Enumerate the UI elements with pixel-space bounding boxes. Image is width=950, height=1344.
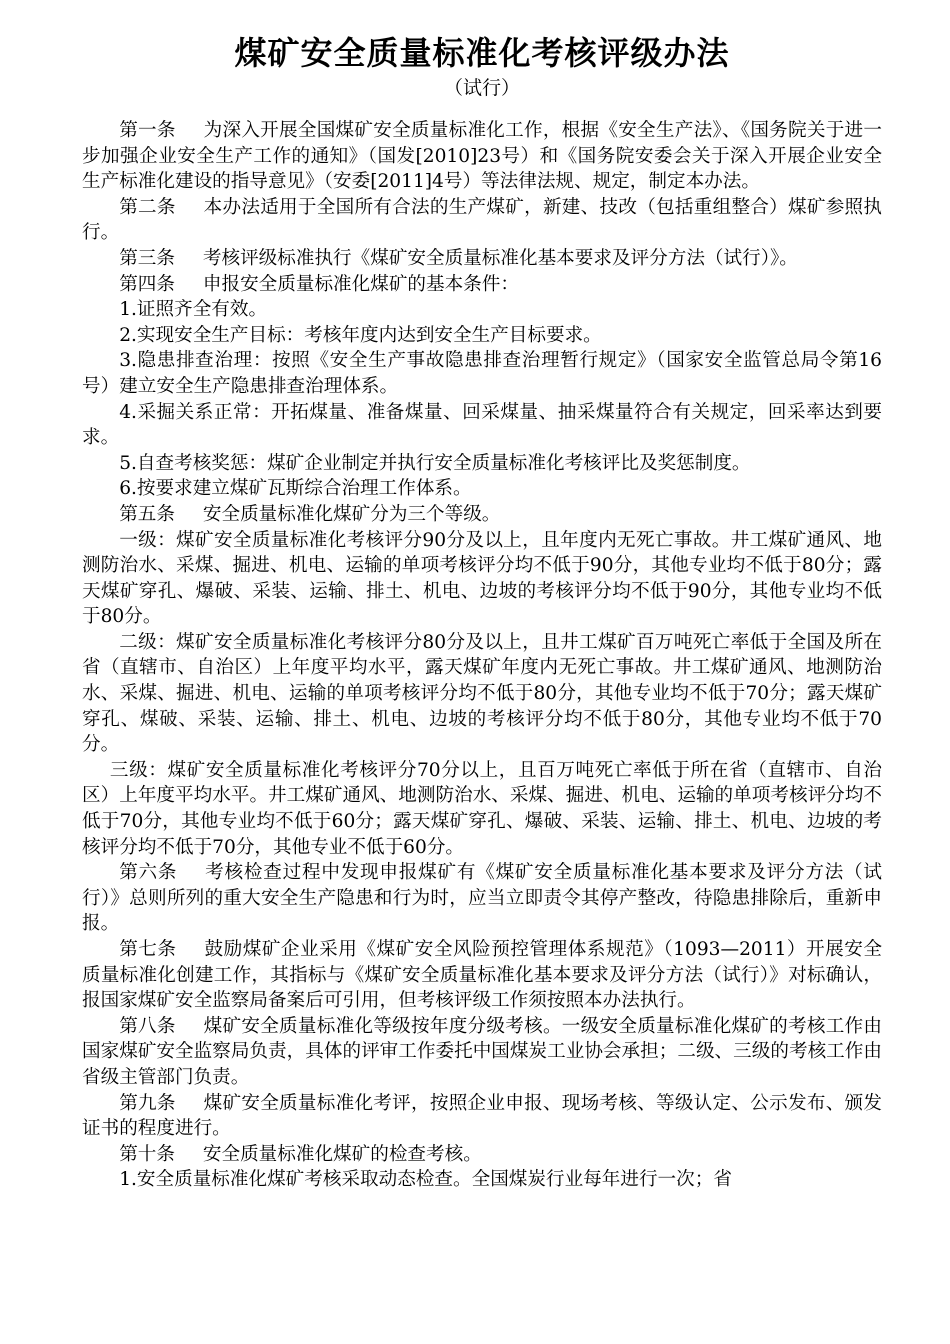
document-title: 煤矿安全质量标准化考核评级办法 — [234, 34, 730, 72]
article-text: 为深入开展全国煤矿安全质量标准化工作，根据《安全生产法》、《国务院关于进一步加强企业安全生产工作的通知》（国发[2010]23号）和《国务院安委会关于深入开展企业安全生产标准化建设的指导意见》（安委[2011]4号）等法律法规、规定，制定本办法。 — [82, 120, 882, 193]
article-text: 鼓励煤矿企业采用《煤矿安全风险预控管理体系规范》（1093—2011）开展安全质量标准化创建工作，其指标与《煤矿安全质量标准化基本要求及评分方法（试行）》对标确认，报国家煤矿安全监察局备案后可引用，但考核评级工作须按照本办法执行。 — [82, 939, 882, 1012]
grade-level-2: 二级：煤矿安全质量标准化考核评分80分及以上，且井工煤矿百万吨死亡率低于全国及所在省（直辖市、自治区）上年度平均水平，露天煤矿年度内无死亡事故。井工煤矿通风、地测防治水、采煤、掘进、机电、运输的单项考核评分均不低于80分，其他专业均不低于70分；露天煤矿穿孔、煤破、采装、运输、排土、机电、边坡的考核评分均不低于80分，其他专业均不低于70分。 — [82, 631, 882, 756]
article-label: 第七条 — [119, 939, 177, 960]
article-label: 第五条 — [119, 503, 175, 525]
grade-level-3: 三级：煤矿安全质量标准化考核评分70分以上，且百万吨死亡率低于所在省（直辖市、自治区）上年度平均水平。井工煤矿通风、地测防治水、采煤、掘进、机电、运输的单项考核评分均不低于70分，其他专业均不低于60分；露天煤矿穿孔、爆破、采装、运输、排土、机电、边坡的考核评分均不低于70分，其他专业不低于60分。 — [82, 759, 882, 858]
article-label: 第四条 — [119, 273, 175, 295]
list-item: 1.证照齐全有效。 — [119, 299, 268, 321]
article-text: 申报安全质量标准化煤矿的基本条件： — [202, 273, 519, 295]
article-1 — [82, 118, 882, 195]
article-text: 考核评级标准执行《煤矿安全质量标准化基本要求及评分方法（试行）》。 — [202, 247, 798, 269]
article-label: 第二条 — [119, 196, 176, 218]
article-5 — [82, 502, 882, 528]
document-body — [82, 118, 882, 1193]
article-text: 本办法适用于全国所有合法的生产煤矿，新建、技改（包括重组整合）煤矿参照执行。 — [82, 196, 882, 244]
article-label: 第三条 — [119, 247, 175, 269]
document-subtitle: （试行） — [443, 77, 520, 99]
article-text: 考核检查过程中发现申报煤矿有《煤矿安全质量标准化基本要求及评分方法（试行）》总则所列的重大安全生产隐患和行为时，应当立即责令其停产整改，待隐患排除后，重新申报。 — [82, 862, 882, 935]
article-6 — [82, 860, 882, 937]
article-label: 第九条 — [119, 1092, 176, 1114]
article-8 — [82, 1014, 882, 1091]
list-item: 6.按要求建立煤矿瓦斯综合治理工作体系。 — [119, 478, 472, 500]
article-text: 煤矿安全质量标准化等级按年度分级考核。一级安全质量标准化煤矿的考核工作由国家煤矿安全监察局负责，具体的评审工作委托中国煤炭工业协会承担；二级、三级的考核工作由省级主管部门负责。 — [82, 1015, 882, 1088]
article-2 — [82, 195, 882, 246]
article-label: 第十条 — [119, 1143, 175, 1165]
article-text: 安全质量标准化煤矿的检查考核。 — [202, 1143, 482, 1165]
article-text: 安全质量标准化煤矿分为三个等级。 — [202, 503, 501, 525]
article-10 — [82, 1142, 882, 1168]
article-7 — [82, 937, 882, 1014]
article-3 — [82, 246, 882, 272]
article-label: 第六条 — [119, 862, 178, 884]
list-item: 5.自查考核奖惩：煤矿企业制定并执行安全质量标准化考核评比及奖惩制度。 — [119, 452, 751, 474]
list-item: 3.隐患排查治理：按照《安全生产事故隐患排查治理暂行规定》（国家安全监管总局令第16号）建立安全生产隐患排查治理体系。 — [82, 350, 882, 397]
article-4 — [82, 272, 882, 298]
list-item: 1.安全质量标准化煤矿考核采取动态检查。全国煤炭行业每年进行一次；省 — [119, 1169, 732, 1191]
list-item: 4.采掘关系正常：开拓煤量、准备煤量、回采煤量、抽采煤量符合有关规定，回采率达到要求。 — [82, 401, 882, 449]
article-label: 第一条 — [119, 120, 176, 141]
article-9 — [82, 1091, 882, 1142]
list-item: 2.实现安全生产目标：考核年度内达到安全生产目标要求。 — [119, 324, 602, 346]
article-label: 第八条 — [119, 1015, 176, 1037]
grade-level-1: 一级：煤矿安全质量标准化考核评分90分及以上，且年度内无死亡事故。井工煤矿通风、地测防治水、采煤、掘进、机电、运输的单项考核评分均不低于90分，其他专业均不低于80分；露天煤矿穿孔、爆破、采装、运输、排土、机电、边坡的考核评分均不低于90分，其他专业均不低于80分。 — [82, 529, 882, 628]
article-text: 煤矿安全质量标准化考评，按照企业申报、现场考核、等级认定、公示发布、颁发证书的程度进行。 — [82, 1092, 882, 1140]
